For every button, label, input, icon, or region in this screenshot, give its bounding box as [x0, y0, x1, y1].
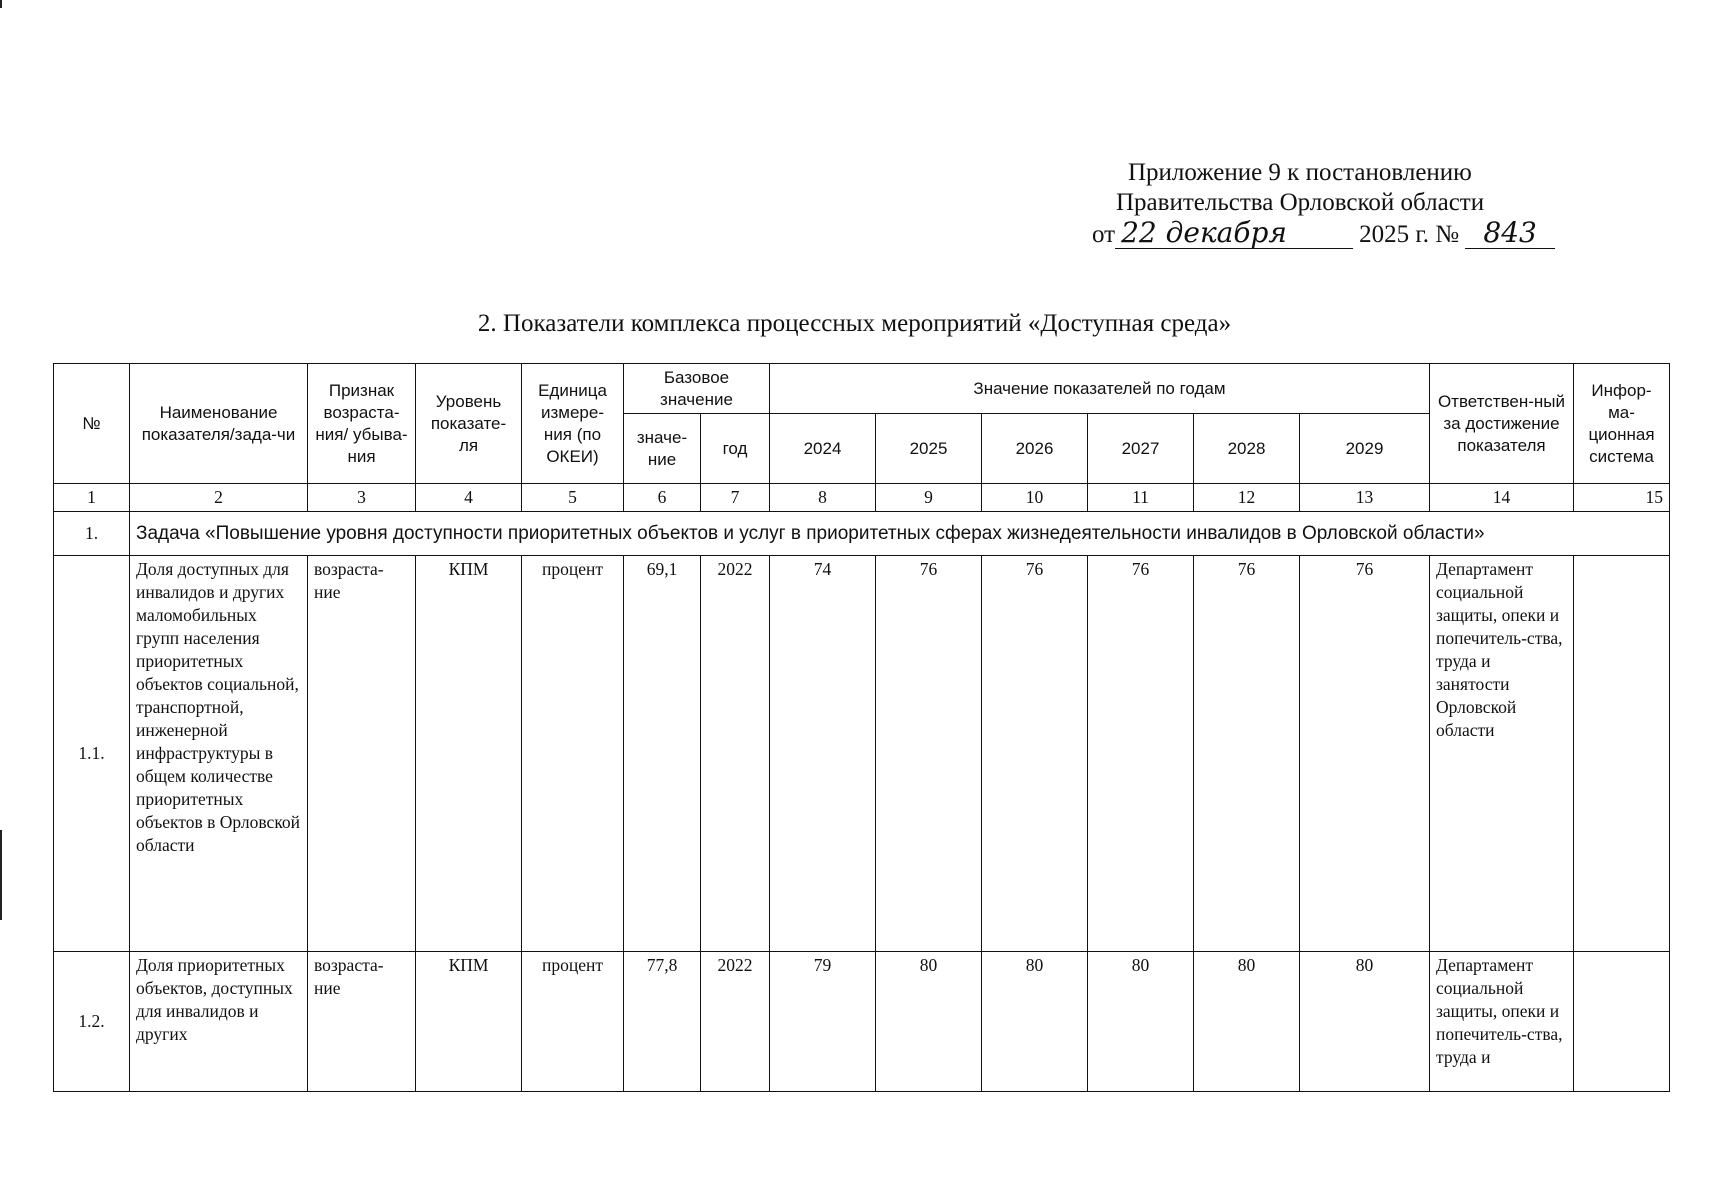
header-year: 2024	[770, 414, 876, 484]
row-level: КПМ	[416, 952, 522, 1092]
row-value-2027: 80	[1088, 952, 1194, 1092]
row-number: 1.2.	[54, 952, 130, 1092]
column-number: 12	[1194, 484, 1300, 512]
task-text: Задача «Повышение уровня доступности приоритетных объектов и услуг в приоритетных сферах жизнедеятельности инвалидов в Орловской области»	[130, 512, 1670, 556]
header-year: 2025	[876, 414, 982, 484]
row-info-system	[1574, 556, 1670, 952]
table-row	[54, 952, 1670, 1092]
handwritten-date: 22 декабря	[1115, 218, 1353, 249]
row-value-2024: 79	[770, 952, 876, 1092]
header-year: 2026	[982, 414, 1088, 484]
column-number: 7	[701, 484, 770, 512]
row-value-2027: 76	[1088, 556, 1194, 952]
appendix-header	[1080, 158, 1600, 250]
from-label: от	[1092, 221, 1116, 248]
indicators-table	[53, 363, 1670, 1092]
row-value-2024: 74	[770, 556, 876, 952]
column-number: 10	[982, 484, 1088, 512]
header-num: №	[54, 364, 130, 484]
row-trend: возраста-ние	[308, 556, 416, 952]
header-year: 2027	[1088, 414, 1194, 484]
column-number: 6	[624, 484, 701, 512]
row-base-year: 2022	[701, 952, 770, 1092]
column-number: 11	[1088, 484, 1194, 512]
column-number: 15	[1574, 484, 1670, 512]
row-trend: возраста-ние	[308, 952, 416, 1092]
header-base-year: год	[701, 414, 770, 484]
row-level: КПМ	[416, 556, 522, 952]
table-row	[54, 556, 1670, 952]
column-number: 13	[1300, 484, 1430, 512]
row-number: 1.1.	[54, 556, 130, 952]
header-row-1	[54, 364, 1670, 414]
column-number: 5	[522, 484, 624, 512]
header-unit: Единица измере-ния (по ОКЕИ)	[522, 364, 624, 484]
row-unit: процент	[522, 556, 624, 952]
appendix-line-3	[1080, 218, 1600, 250]
row-value-2028: 76	[1194, 556, 1300, 952]
task-row	[54, 512, 1670, 556]
appendix-line-2: Правительства Орловской области	[1116, 189, 1485, 216]
header-info-system: Инфор-ма-ционная система	[1574, 364, 1670, 484]
header-base-value: значе-ние	[624, 414, 701, 484]
row-value-2029: 76	[1300, 556, 1430, 952]
row-base-year: 2022	[701, 556, 770, 952]
row-info-system	[1574, 952, 1670, 1092]
row-responsible: Департамент социальной защиты, опеки и попечитель-ства, труда и	[1430, 952, 1574, 1092]
header-year: 2028	[1194, 414, 1300, 484]
column-numbers-row	[54, 484, 1670, 512]
handwritten-number: 843	[1465, 218, 1555, 249]
header-trend: Признак возраста-ния/ убыва-ния	[308, 364, 416, 484]
row-base-value: 69,1	[624, 556, 701, 952]
column-number: 8	[770, 484, 876, 512]
row-value-2029: 80	[1300, 952, 1430, 1092]
column-number: 1	[54, 484, 130, 512]
column-number: 4	[416, 484, 522, 512]
header-name: Наименование показателя/зада-чи	[130, 364, 308, 484]
row-value-2025: 80	[876, 952, 982, 1092]
page-edge-mark	[0, 830, 2, 920]
row-base-value: 77,8	[624, 952, 701, 1092]
header-level: Уровень показате-ля	[416, 364, 522, 484]
header-responsible: Ответствен-ный за достижение показателя	[1430, 364, 1574, 484]
column-number: 14	[1430, 484, 1574, 512]
row-name: Доля приоритетных объектов, доступных для инвалидов и других	[130, 952, 308, 1092]
header-years-group: Значение показателей по годам	[770, 364, 1430, 414]
appendix-line-1: Приложение 9 к постановлению	[1128, 159, 1472, 186]
row-unit: процент	[522, 952, 624, 1092]
row-responsible: Департамент социальной защиты, опеки и попечитель-ства, труда и занятости Орловской области	[1430, 556, 1574, 952]
year-text: 2025 г. №	[1359, 221, 1460, 248]
header-year: 2029	[1300, 414, 1430, 484]
row-value-2028: 80	[1194, 952, 1300, 1092]
row-value-2025: 76	[876, 556, 982, 952]
row-value-2026: 76	[982, 556, 1088, 952]
document-title: 2. Показатели комплекса процессных мероприятий «Доступная среда»	[477, 310, 1232, 337]
header-base: Базовое значение	[624, 364, 770, 414]
row-value-2026: 80	[982, 952, 1088, 1092]
task-number: 1.	[54, 512, 130, 556]
column-number: 9	[876, 484, 982, 512]
column-number: 3	[308, 484, 416, 512]
page-edge-mark	[0, 0, 2, 8]
column-number: 2	[130, 484, 308, 512]
row-name: Доля доступных для инвалидов и других маломобильных групп населения приоритетных объектов социальной, транспортной, инженерной инфраструктуры в общем количестве приоритетных объектов в Орловской области	[130, 556, 308, 952]
